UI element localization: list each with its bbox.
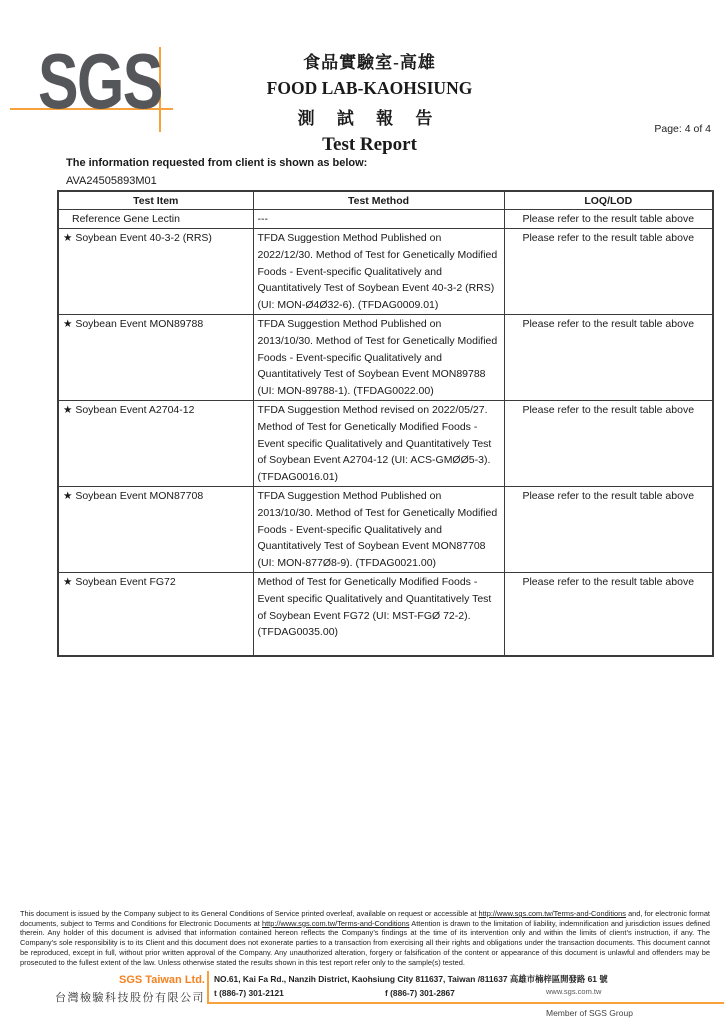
column-header-loq-lod: LOQ/LOD bbox=[504, 191, 713, 210]
terms-disclaimer bbox=[20, 909, 710, 967]
footer-member-label: Member of SGS Group bbox=[546, 1008, 633, 1018]
disclaimer-text: Attention is drawn to the limitation of liability, indemnification and jurisdiction issues defined therein. Any holder of this document is advised that information contained hereon reflects the Company’s findings at the time of its intervention only and within the limits of client’s instruction, if any. The Company’s sole responsibility is to its Client and this document does not exonerate parties to a transaction from exercising all their rights and obligations under the transaction documents. This document cannot be reproduced, except in full, without prior written approval of the Company. Any unauthorized alteration, forgery or falsification of the content or appearance of this document is unlawful and offenders may be prosecuted to the fullest extent of the law. Unless otherwise stated the results shown in this test report refer only to the sample(s) tested. bbox=[20, 918, 710, 967]
cell-test-item: ★ Soybean Event MON89788 bbox=[58, 314, 253, 400]
table-header-row bbox=[58, 191, 713, 210]
cell-test-method: Method of Test for Genetically Modified Foods - Event specific Qualitatively and Quantitatively Test of Soybean Event FG72 (UI: MST-FGØ 72-2). (TFDAG0035.00) bbox=[253, 572, 504, 656]
lab-title-zh: 食品實驗室-高雄 bbox=[303, 53, 436, 72]
client-info-note: The information requested from client is shown as below: bbox=[66, 157, 368, 169]
footer-website: www.sgs.com.tw bbox=[546, 987, 602, 996]
footer-telephone: t (886-7) 301-2121 bbox=[214, 988, 284, 998]
cell-test-item: Reference Gene Lectin bbox=[58, 210, 253, 229]
cell-loq-lod: Please refer to the result table above bbox=[504, 314, 713, 400]
cell-test-method: TFDA Suggestion Method revised on 2022/05/27. Method of Test for Genetically Modified Foods - Event specific Qualitatively and Quantitatively Test of Soybean Event A2704-12 (UI: ACS-GMØØ5-3).(TFDAG0016.01) bbox=[253, 400, 504, 486]
footer-company-name-zh: 台灣檢驗科技股份有限公司 bbox=[55, 992, 205, 1004]
table-row bbox=[58, 229, 713, 315]
page-indicator: Page: 4 of 4 bbox=[654, 123, 711, 135]
report-number: AVA24505893M01 bbox=[66, 175, 157, 187]
disclaimer-text: and, for electronic format documents, subject to Terms and Conditions for Electronic Documents at bbox=[20, 909, 710, 928]
table-row bbox=[58, 314, 713, 400]
cell-loq-lod: Please refer to the result table above bbox=[504, 210, 713, 229]
report-header bbox=[155, 48, 584, 156]
report-title-en: Test Report bbox=[322, 134, 417, 155]
table-row bbox=[58, 486, 713, 572]
footer-address: NO.61, Kai Fa Rd., Nanzih District, Kaohsiung City 811637, Taiwan /811637 高雄市楠梓區開發路 61 號 bbox=[214, 974, 608, 984]
cell-loq-lod: Please refer to the result table above bbox=[504, 400, 713, 486]
lab-title-en: FOOD LAB-KAOHSIUNG bbox=[266, 78, 473, 98]
cell-loq-lod: Please refer to the result table above bbox=[504, 486, 713, 572]
sgs-logo-text: SGS bbox=[38, 37, 162, 125]
test-table-body bbox=[58, 210, 713, 657]
footer-divider-line bbox=[207, 971, 209, 1004]
cell-test-method: TFDA Suggestion Method Published on 2013/10/30. Method of Test for Genetically Modified Foods - Event-specific Qualitatively and Quantitatively Test of Soybean Event MON89788 (UI: MON-89788-1). (TFDAG0022.00) bbox=[253, 314, 504, 400]
disclaimer-text: This document is issued by the Company subject to its General Conditions of Service printed overleaf, available on request or accessible at bbox=[20, 909, 479, 918]
cell-test-method: TFDA Suggestion Method Published on 2013/10/30. Method of Test for Genetically Modified Foods - Event-specific Qualitatively and Quantitatively Test of Soybean Event MON87708 (UI: MON-877Ø8-9). (TFDAG0021.00) bbox=[253, 486, 504, 572]
cell-test-method: --- bbox=[253, 210, 504, 229]
table-row bbox=[58, 400, 713, 486]
table-row bbox=[58, 210, 713, 229]
cell-loq-lod: Please refer to the result table above bbox=[504, 572, 713, 656]
terms-and-conditions-link-1[interactable]: http://www.sgs.com.tw/Terms-and-Conditions bbox=[478, 909, 626, 918]
column-header-test-method: Test Method bbox=[253, 191, 504, 210]
report-title-zh: 測 試 報 告 bbox=[297, 109, 442, 128]
cell-loq-lod: Please refer to the result table above bbox=[504, 229, 713, 315]
table-row bbox=[58, 572, 713, 656]
cell-test-item: ★ Soybean Event FG72 bbox=[58, 572, 253, 656]
cell-test-item: ★ Soybean Event 40-3-2 (RRS) bbox=[58, 229, 253, 315]
cell-test-method: TFDA Suggestion Method Published on 2022/12/30. Method of Test for Genetically Modified Foods - Event-specific Qualitatively and Quantitatively Test of Soybean Event 40-3-2 (RRS) (UI: MON-Ø4Ø32-6). (TFDAG0009.01) bbox=[253, 229, 504, 315]
footer-rule-line bbox=[207, 1002, 724, 1004]
column-header-test-item: Test Item bbox=[58, 191, 253, 210]
footer-company-name-en: SGS Taiwan Ltd. bbox=[119, 974, 205, 986]
footer-fax: f (886-7) 301-2867 bbox=[385, 988, 455, 998]
cell-test-item: ★ Soybean Event A2704-12 bbox=[58, 400, 253, 486]
cell-test-item: ★ Soybean Event MON87708 bbox=[58, 486, 253, 572]
test-method-table bbox=[57, 190, 714, 657]
terms-and-conditions-link-2[interactable]: http://www.sgs.com.tw/Terms-and-Conditions bbox=[262, 918, 410, 928]
